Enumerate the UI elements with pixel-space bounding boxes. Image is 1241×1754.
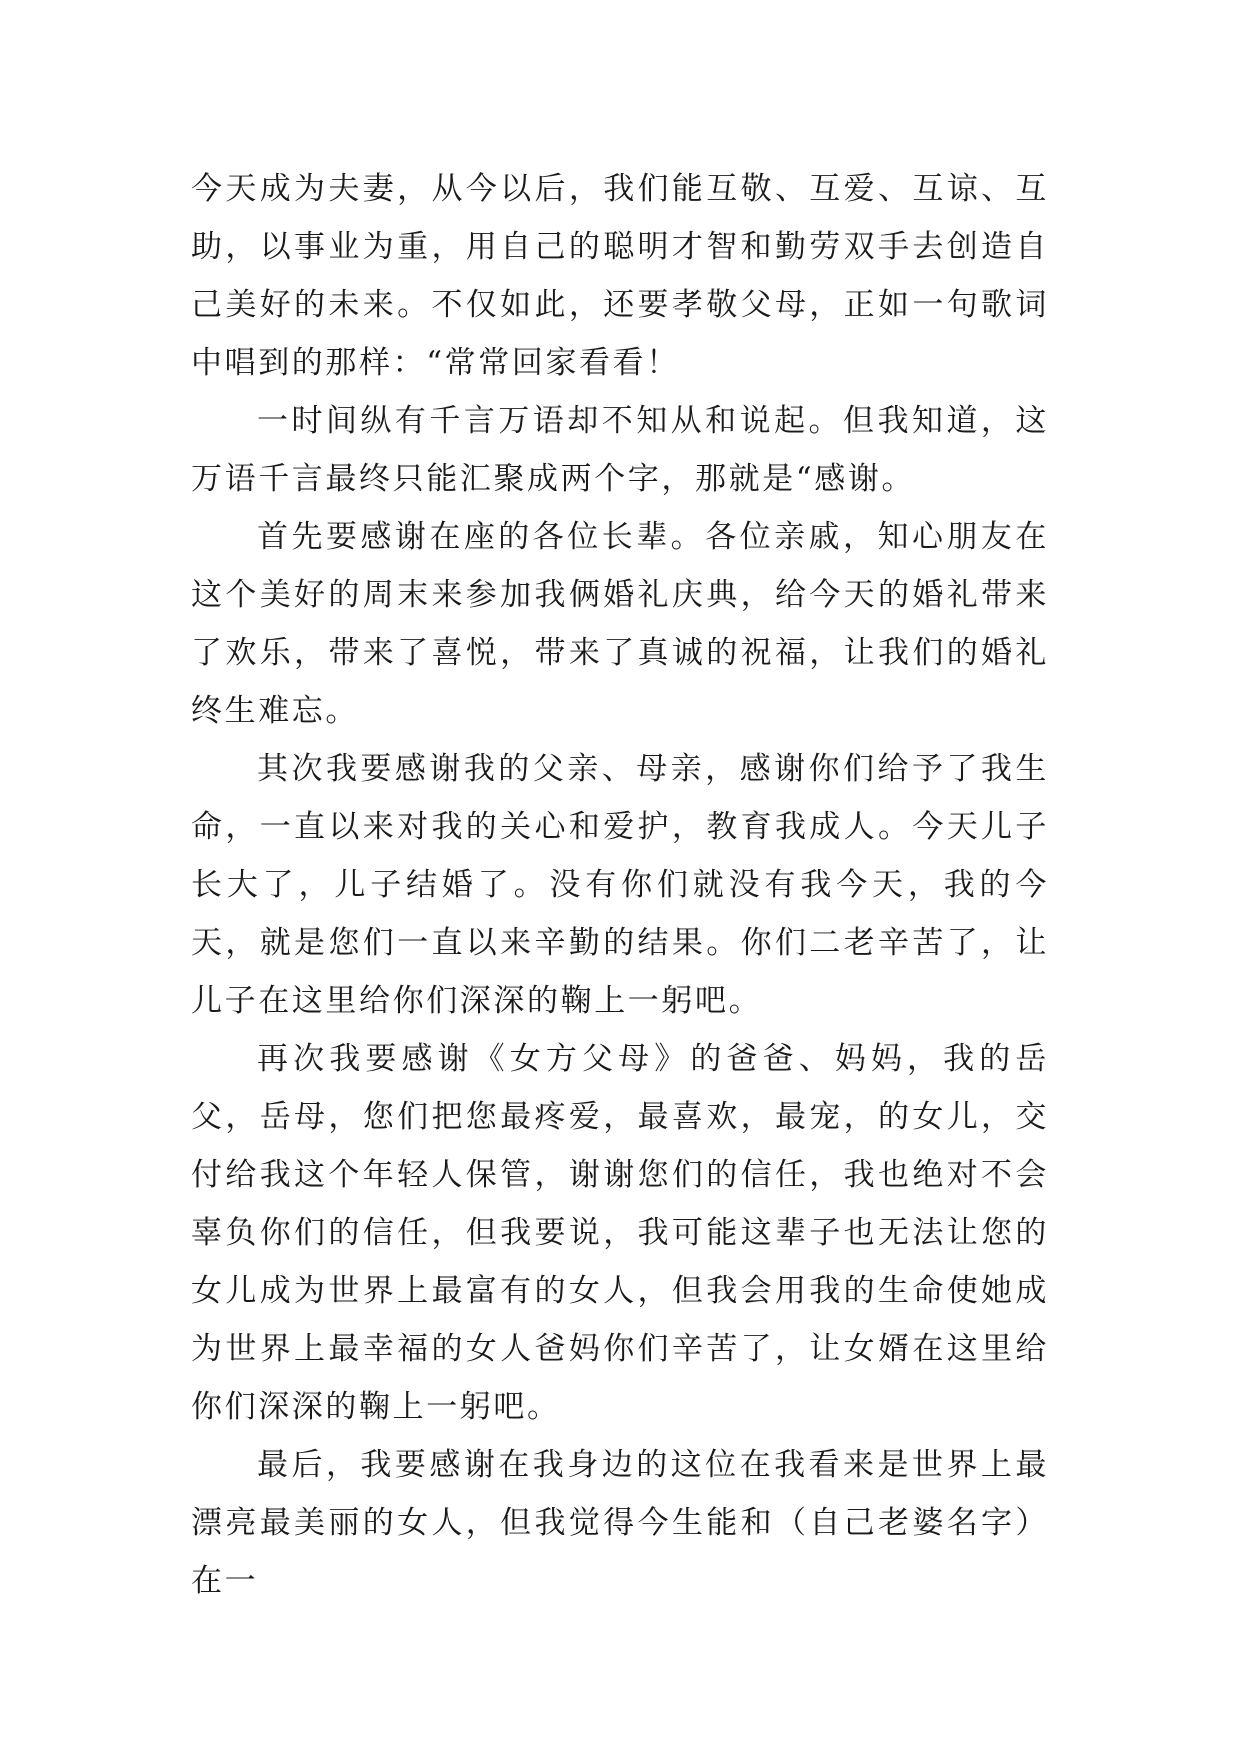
paragraph-2: 一时间纵有千言万语却不知从和说起。但我知道，这万语千言最终只能汇聚成两个字，那就是“感谢。: [191, 403, 1049, 497]
paragraph-6: 最后，我要感谢在我身边的这位在我看来是世界上最漂亮最美丽的女人，但我觉得今生能和（自己老婆名字）在一: [191, 1447, 1049, 1599]
paragraph-1: 今天成为夫妻，从今以后，我们能互敬、互爱、互谅、互助，以事业为重，用自己的聪明才智和勤劳双手去创造自己美好的未来。不仅如此，还要孝敬父母，正如一句歌词中唱到的那样：“常常回家看看！: [191, 171, 1049, 381]
paragraph-3: 首先要感谢在座的各位长辈。各位亲戚，知心朋友在这个美好的周末来参加我俩婚礼庆典，给今天的婚礼带来了欢乐，带来了喜悦，带来了真诚的祝福，让我们的婚礼终生难忘。: [191, 519, 1049, 729]
paragraph-5: 再次我要感谢《女方父母》的爸爸、妈妈，我的岳父，岳母，您们把您最疼爱，最喜欢，最宠，的女儿，交付给我这个年轻人保管，谢谢您们的信任，我也绝对不会辜负你们的信任，但我要说，我可能这辈子也无法让您的女儿成为世界上最富有的女人，但我会用我的生命使她成为世界上最幸福的女人爸妈你们辛苦了，让女婿在这里给你们深深的鞠上一躬吧。: [191, 1041, 1049, 1425]
paragraph-4: 其次我要感谢我的父亲、母亲，感谢你们给予了我生命，一直以来对我的关心和爱护，教育我成人。今天儿子长大了，儿子结婚了。没有你们就没有我今天，我的今天，就是您们一直以来辛勤的结果。你们二老辛苦了，让儿子在这里给你们深深的鞠上一躬吧。: [191, 751, 1049, 1019]
document-body: [191, 160, 1049, 1610]
